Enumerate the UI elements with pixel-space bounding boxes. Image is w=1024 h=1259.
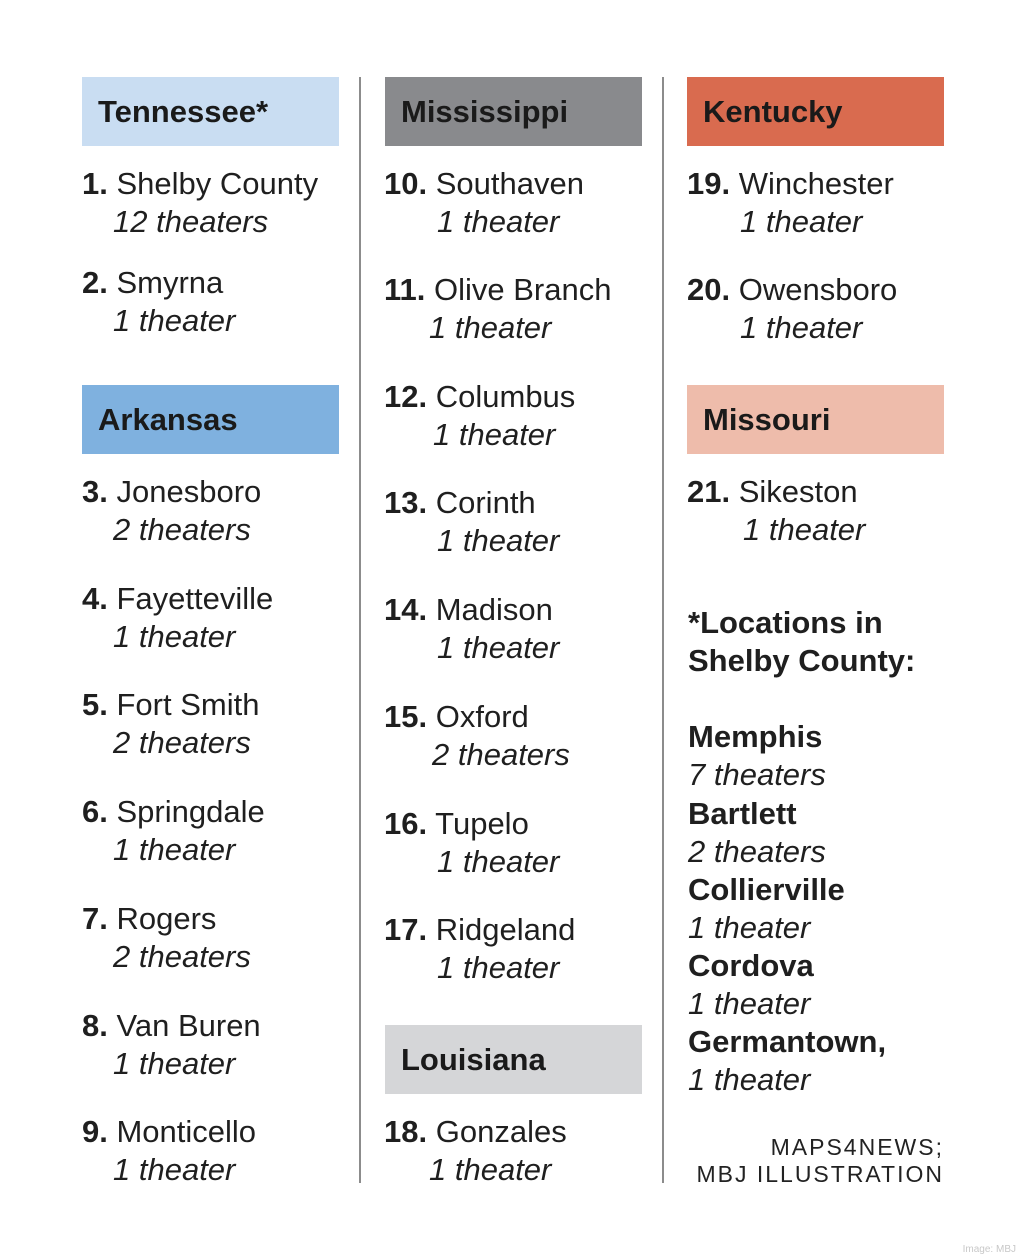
entry-count: 1 theater bbox=[437, 630, 560, 665]
entry-name: Winchester bbox=[738, 166, 894, 201]
entry-name: Tupelo bbox=[435, 806, 529, 841]
list-item bbox=[82, 793, 265, 869]
entry-name: Shelby County bbox=[116, 166, 319, 201]
location-count: 1 theater bbox=[688, 1062, 811, 1097]
entry-count: 1 theater bbox=[743, 512, 866, 547]
entry-number: 21. bbox=[687, 474, 731, 509]
location-count: 2 theaters bbox=[688, 834, 826, 869]
location-item bbox=[688, 718, 826, 794]
entry-count: 1 theater bbox=[437, 950, 560, 985]
entry-count: 2 theaters bbox=[113, 939, 251, 974]
entry-number: 16. bbox=[384, 806, 428, 841]
entry-count: 2 theaters bbox=[113, 725, 251, 760]
entry-name: Madison bbox=[435, 592, 553, 627]
entry-count: 1 theater bbox=[740, 310, 863, 345]
location-name: Memphis bbox=[688, 719, 823, 754]
list-item bbox=[384, 805, 559, 881]
entry-count: 1 theater bbox=[437, 523, 560, 558]
column-divider-left bbox=[359, 77, 361, 1183]
location-count: 1 theater bbox=[688, 910, 811, 945]
list-item bbox=[82, 264, 235, 340]
entry-number: 6. bbox=[82, 794, 108, 829]
entry-count: 12 theaters bbox=[113, 204, 269, 239]
entry-name: Fort Smith bbox=[116, 687, 260, 722]
entry-count: 1 theater bbox=[429, 310, 552, 345]
entry-name: Jonesboro bbox=[116, 474, 262, 509]
list-item bbox=[687, 271, 897, 347]
entry-count: 1 theater bbox=[113, 303, 236, 338]
location-item bbox=[688, 871, 845, 947]
column-divider-right bbox=[662, 77, 664, 1183]
location-name: Bartlett bbox=[688, 796, 797, 831]
entry-count: 1 theater bbox=[113, 619, 236, 654]
entry-number: 4. bbox=[82, 581, 108, 616]
entry-number: 7. bbox=[82, 901, 108, 936]
entry-number: 13. bbox=[384, 485, 428, 520]
entry-number: 20. bbox=[687, 272, 731, 307]
entry-count: 1 theater bbox=[113, 1046, 236, 1081]
entry-count: 1 theater bbox=[113, 1152, 236, 1187]
list-item bbox=[82, 165, 318, 241]
entry-name: Olive Branch bbox=[434, 272, 612, 307]
entry-name: Oxford bbox=[435, 699, 529, 734]
location-count: 7 theaters bbox=[688, 757, 826, 792]
list-item bbox=[82, 1007, 261, 1083]
image-watermark: Image: MBJ bbox=[962, 1244, 1016, 1255]
location-name: Collierville bbox=[688, 872, 845, 907]
entry-number: 1. bbox=[82, 166, 108, 201]
entry-name: Van Buren bbox=[116, 1008, 261, 1043]
entry-name: Southaven bbox=[435, 166, 584, 201]
entry-name: Monticello bbox=[116, 1114, 257, 1149]
entry-name: Sikeston bbox=[738, 474, 858, 509]
list-item bbox=[384, 484, 559, 560]
location-item bbox=[688, 795, 826, 871]
list-item bbox=[384, 271, 611, 347]
entry-number: 14. bbox=[384, 592, 428, 627]
entry-number: 19. bbox=[687, 166, 731, 201]
entry-name: Rogers bbox=[116, 901, 217, 936]
list-item bbox=[384, 698, 570, 774]
entry-count: 1 theater bbox=[437, 204, 560, 239]
list-item bbox=[384, 1113, 567, 1189]
header-kentucky: Kentucky bbox=[687, 77, 944, 146]
entry-name: Fayetteville bbox=[116, 581, 274, 616]
entry-name: Springdale bbox=[116, 794, 265, 829]
entry-number: 8. bbox=[82, 1008, 108, 1043]
entry-number: 18. bbox=[384, 1114, 428, 1149]
credit-line: MAPS4NEWS; MBJ ILLUSTRATION bbox=[696, 1134, 944, 1187]
entry-number: 2. bbox=[82, 265, 108, 300]
location-item bbox=[688, 947, 814, 1023]
header-mississippi: Mississippi bbox=[385, 77, 642, 146]
entry-number: 12. bbox=[384, 379, 428, 414]
entry-number: 15. bbox=[384, 699, 428, 734]
list-item bbox=[82, 1113, 256, 1189]
list-item bbox=[687, 473, 865, 549]
list-item bbox=[82, 686, 259, 762]
entry-number: 3. bbox=[82, 474, 108, 509]
entry-number: 5. bbox=[82, 687, 108, 722]
location-item bbox=[688, 1023, 886, 1099]
location-name: Cordova bbox=[688, 948, 814, 983]
list-item bbox=[687, 165, 894, 241]
entry-name: Ridgeland bbox=[435, 912, 576, 947]
list-item bbox=[82, 900, 251, 976]
entry-count: 1 theater bbox=[740, 204, 863, 239]
entry-number: 9. bbox=[82, 1114, 108, 1149]
entry-name: Owensboro bbox=[738, 272, 898, 307]
header-louisiana: Louisiana bbox=[385, 1025, 642, 1094]
entry-count: 1 theater bbox=[433, 417, 556, 452]
entry-number: 10. bbox=[384, 166, 428, 201]
entry-name: Gonzales bbox=[435, 1114, 567, 1149]
entry-count: 2 theaters bbox=[113, 512, 251, 547]
location-name: Germantown, bbox=[688, 1024, 887, 1059]
list-item bbox=[384, 165, 584, 241]
header-arkansas: Arkansas bbox=[82, 385, 339, 454]
entry-count: 1 theater bbox=[429, 1152, 552, 1187]
entry-number: 17. bbox=[384, 912, 428, 947]
list-item bbox=[384, 378, 575, 454]
list-item bbox=[82, 580, 273, 656]
entry-number: 11. bbox=[384, 272, 426, 307]
entry-count: 1 theater bbox=[113, 832, 236, 867]
entry-name: Smyrna bbox=[116, 265, 224, 300]
list-item bbox=[384, 591, 559, 667]
shelby-county-note-title: *Locations in Shelby County: bbox=[688, 605, 916, 678]
header-tennessee: Tennessee* bbox=[82, 77, 339, 146]
list-item bbox=[384, 911, 575, 987]
entry-name: Corinth bbox=[435, 485, 536, 520]
list-item bbox=[82, 473, 261, 549]
location-count: 1 theater bbox=[688, 986, 811, 1021]
entry-count: 2 theaters bbox=[432, 737, 570, 772]
entry-name: Columbus bbox=[435, 379, 576, 414]
header-missouri: Missouri bbox=[687, 385, 944, 454]
entry-count: 1 theater bbox=[437, 844, 560, 879]
